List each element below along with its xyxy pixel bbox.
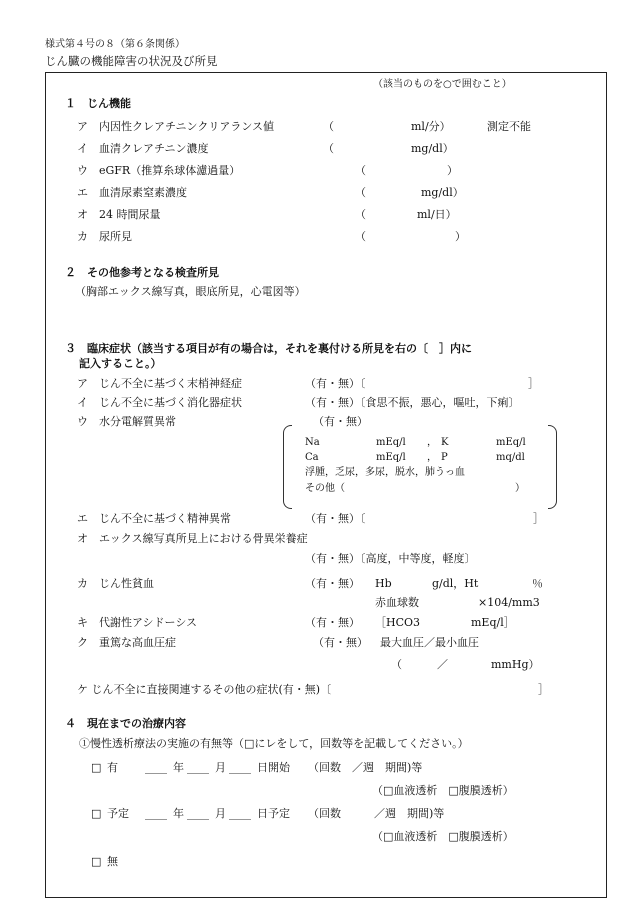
s3-e-label: エ じん不全に基づく精神異常	[77, 512, 231, 525]
yes-month: 月	[215, 761, 226, 774]
s3-u-na-unit: mEq/l	[376, 437, 406, 448]
s1-item-e-open: （	[355, 186, 366, 199]
electrolyte-bracket-right	[548, 425, 557, 509]
form-title: じん臓の機能障害の状況及び所見	[45, 54, 218, 68]
s3-i-choice[interactable]: （有・無）〔食思不振，悪心，嘔吐，下痢〕	[305, 396, 520, 409]
s3-u-p: P	[441, 452, 448, 463]
s3-u-symptoms[interactable]: 浮腫，乏尿，多尿，脱水，肺うっ血	[305, 467, 465, 478]
s1-item-o-unit[interactable]: ml/日）	[417, 208, 457, 221]
electrolyte-bracket-left	[283, 425, 292, 509]
s3-ku-choice[interactable]: （有・無）	[313, 636, 368, 649]
s3-ke-close: ］	[538, 683, 549, 696]
s1-item-e-unit[interactable]: mg/dl）	[421, 186, 464, 199]
plan-year-blank[interactable]: ____	[145, 807, 167, 820]
s3-ku-bp-label: 最大血圧／最小血圧	[380, 636, 479, 649]
s3-i-label: イ じん不全に基づく消化器症状	[77, 396, 242, 409]
s3-ka-rbc-unit: ×104/mm3	[478, 596, 540, 609]
section2-note: （胸部エックス線写真，眼底所見，心電図等）	[75, 285, 306, 298]
s3-a-choice[interactable]: （有・無）〔	[305, 377, 366, 390]
s1-item-o-open: （	[355, 208, 366, 221]
yes-day-blank[interactable]: ____	[229, 761, 251, 774]
plan-frequency[interactable]: （回数 ／週 期間)等	[308, 807, 445, 820]
section4-sub: ①慢性透析療法の実施の有無等（□にレをして，回数等を記載してください。）	[79, 737, 469, 750]
s3-u-other-close: ）	[515, 483, 525, 494]
no-checkbox[interactable]: □	[91, 855, 102, 868]
s3-u-k: K	[441, 437, 449, 448]
s1-item-u-open: （	[355, 164, 366, 177]
yes-year: 年	[173, 761, 184, 774]
s3-ka-label: カ じん性貧血	[77, 577, 154, 590]
s3-ki-hco3: ［HCO3	[375, 616, 421, 629]
plan-label: 予定	[107, 807, 129, 820]
s3-ke-label: ケ じん不全に直接関連するその他の症状(有・無)〔	[77, 683, 332, 696]
section4-heading: ４ 現在までの治療内容	[65, 717, 186, 730]
yes-day-start: 日開始	[257, 761, 290, 774]
section1-heading: １ じん機能	[65, 97, 131, 110]
s1-item-a-unit[interactable]: ml/分）	[411, 120, 451, 133]
s3-ki-label: キ 代謝性アシドーシス	[77, 616, 198, 629]
s3-o-choice[interactable]: （有・無）〔高度，中等度，軽度〕	[305, 552, 476, 565]
instruction-text: （該当のものを○で囲むこと）	[373, 79, 512, 90]
s3-u-choice[interactable]: （有・無）	[313, 415, 368, 428]
s3-ka-hb: Hb	[375, 577, 392, 590]
s1-item-u-label: ウ eGFR（推算糸球体濾過量）	[77, 164, 241, 177]
s1-item-u-close[interactable]: ）	[447, 164, 458, 177]
s3-ku-bp-slash: ／	[437, 658, 448, 671]
s3-e-choice[interactable]: （有・無）〔	[305, 512, 366, 525]
s3-u-comma2: ，	[427, 452, 437, 463]
s3-u-ca: Ca	[305, 452, 319, 463]
s3-u-na: Na	[305, 437, 320, 448]
plan-day: 日予定	[257, 807, 290, 820]
yes-year-blank[interactable]: ____	[145, 761, 167, 774]
section3-heading-line2: 記入すること。）	[79, 357, 162, 370]
s1-item-ka-open: （	[355, 230, 366, 243]
s1-item-i-unit[interactable]: mg/dl）	[411, 142, 454, 155]
s3-ka-ht-unit: ％	[532, 577, 543, 590]
no-label: 無	[107, 855, 118, 868]
plan-dialysis-types[interactable]: （□血液透析 □腹膜透析）	[372, 830, 514, 843]
s3-u-ca-unit: mEq/l	[376, 452, 406, 463]
plan-checkbox[interactable]: □	[91, 807, 102, 820]
s3-ku-bp-unit: mmHg）	[491, 658, 540, 671]
s1-item-i-label: イ 血清クレアチニン濃度	[77, 142, 209, 155]
s1-item-i-open: （	[323, 142, 334, 155]
s1-item-a-unmeasurable[interactable]: 測定不能	[487, 120, 531, 133]
s3-a-close: ］	[528, 377, 539, 390]
s1-item-e-label: エ 血清尿素窒素濃度	[77, 186, 187, 199]
yes-dialysis-types[interactable]: （□血液透析 □腹膜透析）	[372, 784, 514, 797]
yes-frequency[interactable]: （回数 ／週 期間)等	[308, 761, 423, 774]
plan-month-blank[interactable]: ____	[187, 807, 209, 820]
s3-u-other-open: その他（	[305, 483, 345, 494]
s3-o-label: オ エックス線写真所見上における骨異栄養症	[77, 532, 308, 545]
s3-ku-bp-open: （	[391, 658, 402, 671]
yes-label: 有	[107, 761, 118, 774]
s3-e-close: ］	[533, 512, 544, 525]
plan-month: 月	[215, 807, 226, 820]
yes-checkbox[interactable]: □	[91, 761, 102, 774]
s3-a-label: ア じん不全に基づく末梢神経症	[77, 377, 242, 390]
s3-u-label: ウ 水分電解質異常	[77, 415, 176, 428]
form-number: 様式第４号の８（第６条関係）	[45, 39, 185, 50]
section2-heading: ２ その他参考となる検査所見	[65, 266, 219, 279]
s3-ki-choice[interactable]: （有・無）	[305, 616, 360, 629]
s1-item-ka-label: カ 尿所見	[77, 230, 132, 243]
s3-ka-hb-unit: g/dl，Ht	[432, 577, 479, 590]
s3-ki-hco3-unit: mEq/l］	[471, 616, 515, 629]
plan-year: 年	[173, 807, 184, 820]
s1-item-o-label: オ 24 時間尿量	[77, 208, 161, 221]
s3-ku-label: ク 重篤な高血圧症	[77, 636, 176, 649]
s3-ka-rbc: 赤血球数	[375, 596, 419, 609]
section3-heading-line1: ３ 臨床症状（該当する項目が有の場合は，それを裏付ける所見を右の〔 ］内に	[65, 342, 472, 355]
s3-u-comma1: ，	[427, 437, 437, 448]
yes-month-blank[interactable]: ____	[187, 761, 209, 774]
s3-u-p-unit: mq/dl	[496, 452, 525, 463]
s3-u-k-unit: mEq/l	[496, 437, 526, 448]
s1-item-a-open: （	[323, 120, 334, 133]
s3-ka-choice[interactable]: （有・無）	[305, 577, 360, 590]
plan-day-blank[interactable]: ____	[229, 807, 251, 820]
s1-item-a-label: ア 内因性クレアチニンクリアランス値	[77, 120, 275, 133]
s1-item-ka-close[interactable]: ）	[455, 230, 466, 243]
